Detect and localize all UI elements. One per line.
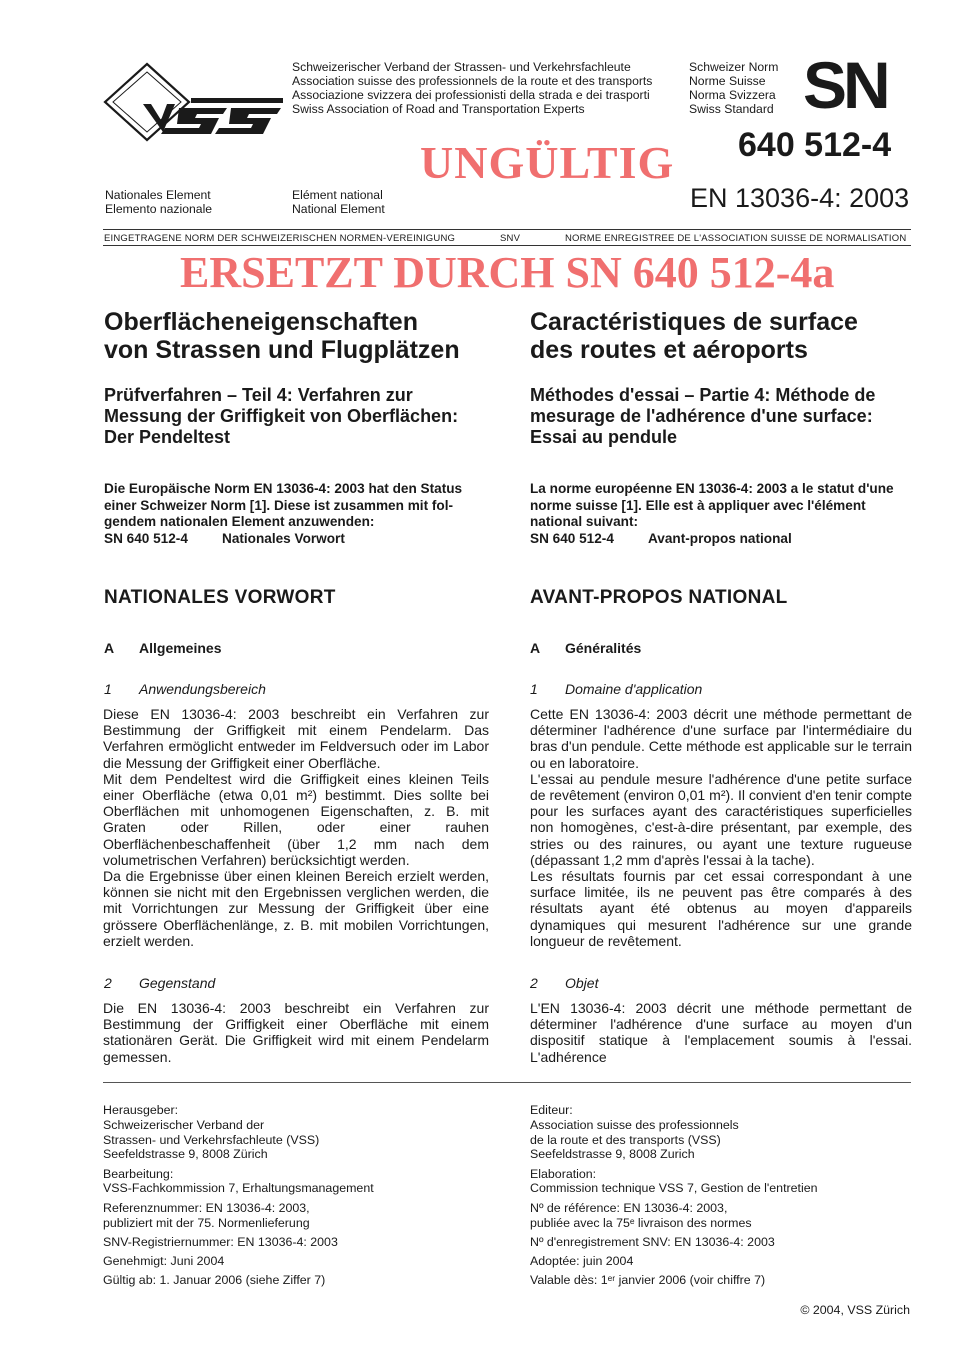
association-name-en: Swiss Association of Road and Transportation Experts	[292, 102, 585, 116]
invalid-stamp: UNGÜLTIG	[420, 137, 675, 188]
body-text-de-1: Diese EN 13036-4: 2003 beschreibt ein Verfahren zur Bestimmung der Griffigkeit mit einem Pendelarm. Das Verfahren ermöglicht entweder im Feldversuch oder im Labor die Messung der Griffigkeit einer Oberfläche. Mit dem Pendeltest wird die Griffigkeit eines kleinen Teils einer Oberfläche (etwa 0,01 m²) bestimmt. Dies sollte bei Oberflächen mit unhomogenen Eigenschaften, z. B. mit Graten oder Rillen, oder einer rauhen Oberflächenbeschaffenheit (über 1,2 mm nach dem volumetrischen Verfahren) berücksichtigt werden. Da die Ergebnisse über einen kleinen Bereich erzielt werden, können sie nicht mit den Ergebnissen verglichen werden, die mit Vorrichtungen zur Messung der Griffigkeit über eine grössere Oberflächenlänge, z. B. mit mobilen Vorrichtungen, erzielt werden.	[103, 706, 489, 949]
title-fr: Caractéristiques de surface des routes et aéroports	[530, 308, 858, 364]
norm-label-en: Swiss Standard	[689, 102, 774, 116]
status-ref-number: SN 640 512-4	[530, 530, 614, 546]
en-number: EN 13036-4: 2003	[690, 183, 910, 213]
national-element-label-2: Elément national National Element	[292, 188, 385, 216]
subsection-heading-fr-1: 1 Domaine d'application	[530, 681, 703, 697]
body-text-de-2: Die EN 13036-4: 2003 beschreibt ein Verfahren zur Bestimmung der Griffigkeit einer Oberfläche mit einem stationären Gerät. Die Griffigkeit wird mit einem Pendelarm gemessen.	[103, 1000, 489, 1065]
registration-mid: SNV	[500, 233, 521, 244]
norm-label-de: Schweizer Norm	[689, 60, 779, 74]
status-de: Die Europäische Norm EN 13036-4: 2003 hat den Status einer Schweizer Norm [1]. Diese ist zusammen mit fol- gendem nationalen Element anzuwenden: SN 640 512-4 Nationales Vorwort	[104, 481, 463, 546]
imprint-fr: Editeur: Association suisse des professionnels de la route et des transports (VSS) Seefeldstrasse 9, 8008 Zurich Elaboration: Commission technique VSS 7, Gestion de l'entretien Nº de référence: EN 13036-4: 2003, publiée avec la 75ᵉ livraison des normes Nº d'enregistrement SNV: EN 13036-4: 2003 Adoptée: juin 2004 Valable dès: 1ᵉʳ janvier 2006 (voir chiffre 7)	[530, 1103, 818, 1288]
status-ref-number: SN 640 512-4	[104, 530, 188, 546]
association-name-it: Associazione svizzera dei professionisti della strada e dei trasporti	[292, 88, 650, 102]
subtitle-de: Prüfverfahren – Teil 4: Verfahren zur Messung der Griffigkeit von Oberflächen: Der Pendeltest	[104, 385, 459, 447]
body-text-fr-1: Cette EN 13036-4: 2003 décrit une méthode permettant de déterminer l'adhérence d'une surface par l'intermédiaire du bras d'un pendule. Cette méthode est applicable sur le terrain ou en laboratoire. L'essai au pendule mesure l'adhérence d'une petite surface de revêtement (environ 0,01 m²). Il convient d'en tenir compte pour les surfaces ayant des caractéristiques superficielles non homogènes, c'est-à-dire présentant, par exemple, des stries ou des rainures, ou ayant une texture rugueuse (dépassant 1,2 mm d'après l'essai à la tache). Les résultats fournis par cet essai correspondant à une surface limitée, ils ne peuvent pas être comparés à des résultats ayant été obtenus au moyen d'appareils dynamiques qui mesurent l'adhérence sur une grande longueur de revêtement.	[530, 706, 912, 949]
title-de: Oberflächeneigenschaften von Strassen und Flugplätzen	[104, 308, 460, 364]
association-name-de: Schweizerischer Verband der Strassen- und Verkehrsfachleute	[292, 60, 631, 74]
replaced-stamp: ERSETZT DURCH SN 640 512-4a	[180, 248, 835, 297]
copyright: © 2004, VSS Zürich	[800, 1303, 910, 1317]
norm-labels	[689, 60, 778, 116]
subtitle-fr: Méthodes d'essai – Partie 4: Méthode de mesurage de l'adhérence d'une surface: Essai au pendule	[530, 385, 876, 447]
section-heading-fr: A Généralités	[530, 640, 642, 656]
sn-logo: SN	[803, 48, 887, 122]
foreword-heading-de: NATIONALES VORWORT	[104, 587, 336, 608]
subsection-heading-fr-2: 2 Objet	[530, 975, 599, 991]
vss-logo	[103, 62, 283, 144]
subsection-heading-de-2: 2 Gegenstand	[104, 975, 216, 991]
association-name-fr: Association suisse des professionnels de la route et des transports	[292, 74, 653, 88]
norm-label-it: Norma Svizzera	[689, 88, 776, 102]
section-heading-de: A Allgemeines	[104, 640, 222, 656]
divider	[103, 229, 911, 230]
association-names	[292, 60, 652, 116]
registration-left: EINGETRAGENE NORM DER SCHWEIZERISCHEN NORMEN-VEREINIGUNG	[104, 233, 456, 244]
status-ref-label: Avant-propos national	[648, 530, 792, 546]
footer-divider	[103, 1082, 911, 1083]
national-element-label-1: Nationales Element Elemento nazionale	[105, 188, 213, 216]
norm-label-fr: Norme Suisse	[689, 74, 766, 88]
status-fr: La norme européenne EN 13036-4: 2003 a le statut d'une norme suisse [1]. Elle est à appliquer avec l'élément national suivant: SN 640 512-4 Avant-propos national	[530, 481, 894, 546]
subsection-heading-de-1: 1 Anwendungsbereich	[104, 681, 266, 697]
norm-number: 640 512-4	[738, 126, 892, 164]
imprint-de: Herausgeber: Schweizerischer Verband der Strassen- und Verkehrsfachleute (VSS) Seefeldstrasse 9, 8008 Zürich Bearbeitung: VSS-Fachkommission 7, Erhaltungsmanagement Referenznummer: EN 13036-4: 2003, publiziert mit der 75. Normenlieferung SNV-Registriernummer: EN 13036-4: 2003 Genehmigt: Juni 2004 Gültig ab: 1. Januar 2006 (siehe Ziffer 7)	[103, 1103, 374, 1288]
divider	[103, 245, 911, 246]
registration-right: NORME ENREGISTREE DE L'ASSOCIATION SUISSE DE NORMALISATION	[565, 233, 907, 244]
status-ref-label: Nationales Vorwort	[222, 530, 345, 546]
foreword-heading-fr: AVANT-PROPOS NATIONAL	[530, 587, 788, 608]
body-text-fr-2: L'EN 13036-4: 2003 décrit une méthode permettant de déterminer l'adhérence d'une surface au moyen d'un dispositif statique à l'emplacement soumis à l'essai. L'adhérence	[530, 1000, 912, 1065]
